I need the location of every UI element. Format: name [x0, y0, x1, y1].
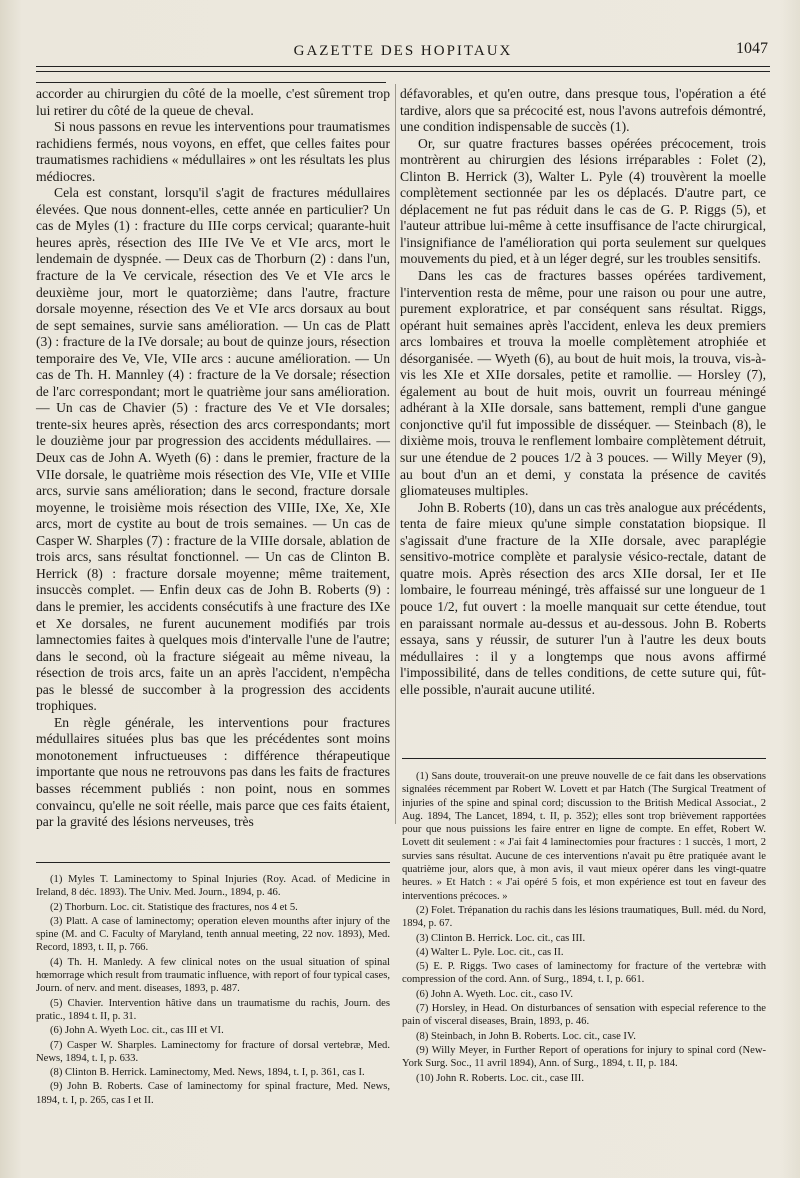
footnote: (8) Steinbach, in John B. Roberts. Loc. cit., case IV.: [416, 1030, 636, 1042]
footnote: (8) Clinton B. Herrick. Laminectomy, Med. News, 1894, t. I, p. 361, cas I.: [50, 1067, 365, 1079]
paragraph: défavorables, et qu'en outre, dans presque tous, l'opération a été tardive, alors que sa précocité est, nous l'avons autrefois démontré, une condition indispensable de succès (1).: [400, 86, 766, 135]
paragraph: Or, sur quatre fractures basses opérées précocement, trois montrèrent au chirurgien des lésions irréparables : Folet (2), Clinton B. Herrick (3), Walter L. Pyle (4) trouvèrent la moelle complètement sectionnée par les os déplacés. D'autre part, ce déplacement ne fut pas réduit dans le cas de G. P. Riggs (5), et l'auteur attribue lui-même à cette insuffisance de l'acte chirurgical, l'insignifiance de l'amélioration qui porta seulement sur quelques mouvements du pied, et à un léger degré, sur les troubles sensitifs.: [400, 135, 766, 267]
footnote: (6) John A. Wyeth Loc. cit., cas III et VI.: [50, 1025, 224, 1037]
footnote: (4) Walter L. Pyle. Loc. cit., cas II.: [416, 946, 564, 958]
footnote: (1) Sans doute, trouverait-on une preuve nouvelle de ce fait dans les observations signalées récemment par Robert W. Lovett et par Hatch (The Surgical Treatment of injuries of the spine and spinal cord; discussion to the British Medical Associat., 2 Aug. 1894, The Lancet, 1894, t. II, p. 352); elles sont trop brièvement rapportées pour que nous puissions les faire entrer en ligne de compte. En effet, Robert W. Lovett dit seulement : « J'ai fait 4 laminectomies pour fractures : 1 succès, 1 mort, 2 survies sans résultat. Aucune de ces interventions n'avait pu être pratiquée avant le quatrième jour, alors que, à mon avis, il vaut mieux opérer dans les vingt-quatre heures. » Et Hatch : « J'ai opéré 5 fois, et mon expérience est tout en faveur des interventions précoces. »: [402, 771, 766, 902]
page-number: 1047: [736, 40, 768, 57]
paragraph: En règle générale, les interventions pour fractures médullaires situées plus bas que les précédentes sont moins monotonement infructueuses : différence thérapeutique importante que nous ne retrouvons pas dans les faits de fractures basses récemment publiés : non point, nous en sommes convaincu, qu'elle ne soit réelle, mais parce que ces faits étaient, par la gravité des lésions nerveuses, très: [36, 714, 390, 830]
footnote-rule: [36, 862, 390, 863]
footnote: (9) John B. Roberts. Case of laminectomy for spinal fracture, Med. News, 1894, t. I, p. 265, cas I et II.: [36, 1081, 390, 1106]
footnote: (2) Thorburn. Loc. cit. Statistique des fractures, nos 4 et 5.: [50, 901, 298, 913]
paragraph: Si nous passons en revue les interventions pour traumatismes rachidiens fermés, nous voyons, en effet, que celles faites pour traumatismes rachidiens « médullaires » ont les résultats les plus médiocres.: [36, 119, 390, 184]
footnotes-right: [402, 770, 766, 1086]
footnote: (4) Th. H. Manledy. A few clinical notes on the usual situation of spinal hœmorrage which result from traumatic influence, with report of four typical cases, Journ. of nerv. and ment. diseases, 1893, p. 487.: [36, 956, 390, 995]
paragraph: Cela est constant, lorsqu'il s'agit de fractures médullaires élevées. Que nous donnent-elles, cette année en particulier? Un cas de Myles (1) : fracture du IIIe corps cervical; quarante-huit heures après, résection des IIIe IVe Ve et VIe arcs, mort le lendemain de dyspnée. — Deux cas de Thorburn (2) : dans l'un, fracture de la Ve cervicale, résection des Ve et VIe arcs le deuxième jour, mort le quatorzième; dans l'autre, fracture dorsale moyenne, résection des Ve et VIe arcs dorsaux au bout de sept semaines, survie sans amélioration. — Un cas de Platt (3) : fracture de la IVe dorsale; au bout de quinze jours, résection temporaire des Ve, VIe, VIIe arcs : aucune amélioration. — Un cas de Th. H. Mannley (4) : fracture de la Ve dorsale; résection de l'arc correspondant; mort le quatrième jour sans amélioration. — Un cas de Chavier (5) : fracture des Ve et VIe dorsales; trente-six heures après, résection des arcs correspondants; mort le douzième jour par progression des accidents médullaires. — Deux cas de John A. Wyeth (6) : dans le premier, fracture de la VIIe dorsale, le quatrième mois résection des VIe, VIIe et VIIIe arcs, survie sans amélioration; dans le second, fracture dorsale moyenne, le troisième mois résection des VIIIe, IXe, Xe, XIe arcs, mort de cystite au bout de trois semaines. — Un cas de Casper W. Sharples (7) : fracture de la VIIIe dorsale, ablation de trois arcs, sans résultat fonctionnel. — Un cas de Clinton B. Herrick (8) : fracture dorsale moyenne; même traitement, insuccès complet. — Enfin deux cas de John B. Roberts (9) : dans le premier, les accidents consécutifs à une fracture des IXe et Xe dorsales, ne furent aucunement modifiés par trois lamnectomies faites à quelques mois d'intervalle l'une de l'autre; dans le second, où la fracture siégeait au même niveau, la résection de trois arcs, faite un an après l'accident, n'empêcha pas le blessé de succomber à la progression des accidents trophiques.: [36, 185, 390, 714]
column-top-rule: [36, 82, 386, 83]
left-column: [36, 86, 390, 831]
journal-title: GAZETTE DES HOPITAUX: [293, 43, 513, 59]
footnote: (2) Folet. Trépanation du rachis dans les lésions traumatiques, Bull. méd. du Nord, 1894, p. 67.: [402, 904, 766, 930]
footnote: (9) Willy Meyer, in Further Report of operations for injury to spinal cord (New-York Surg. Soc., 11 avril 1894), Ann. of Surg., 1894, t. II, p. 184.: [402, 1044, 766, 1070]
footnote-rule: [402, 758, 766, 759]
footnote: (10) John R. Roberts. Loc. cit., case III.: [416, 1072, 584, 1084]
footnotes-left: [36, 873, 390, 1108]
paragraph: accorder au chirurgien du côté de la moelle, c'est sûrement trop lui retirer du côté de la queue de cheval.: [36, 86, 390, 118]
footnote: (7) Casper W. Sharples. Laminectomy for fracture of dorsal vertebræ, Med. News, 1894, t. I, p. 633.: [36, 1039, 390, 1064]
footnote: (3) Clinton B. Herrick. Loc. cit., cas III.: [416, 932, 586, 944]
footnote: (6) John A. Wyeth. Loc. cit., caso IV.: [416, 988, 573, 1000]
page-header: [36, 40, 770, 62]
paragraph: Dans les cas de fractures basses opérées tardivement, l'intervention resta de même, pour une raison ou pour une autre, purement exploratrice, et par conséquent sans résultat. Riggs, opérant huit semaines après l'accident, enleva les deux premiers arcs lombaires et trouva la moelle complètement atrophiée et désorganisée. — Wyeth (6), au bout de huit mois, la trouva, vis-à-vis les XIe et XIIe dorsales, petite et ramollie. — Horsley (7), également au bout de huit mois, ouvrit un fourreau méningé adhérant à la XIIe dorsale, sans battement, rempli d'une gangue conjonctive qu'il fut impossible de disséquer. — Steinbach (8), le dixième mois, trouva le renflement lombaire complètement détruit, sur une étendue de 2 pouces 1/2 à 3 pouces. — Willy Meyer (9), au bout d'un an et demi, y constata la présence de cavités gliomateuses multiples.: [400, 268, 766, 499]
column-divider: [395, 84, 396, 824]
footnote: (7) Horsley, in Head. On disturbances of sensation with especial reference to the pain of visceral diseases, Brain, 1893, p. 46.: [402, 1003, 766, 1028]
footnote: (3) Platt. A case of laminectomy; operation eleven mounths after injury of the spine (M. and C. Faculty of Maryland, tenth annual meeting, 22 nov. 1893), Med. Record, 1893, t. II, p. 766.: [36, 915, 390, 954]
header-rule: [36, 66, 770, 72]
paragraph: John B. Roberts (10), dans un cas très analogue aux précédents, tenta de faire mieux qu'une simple constatation biopsique. Il s'agissait d'une fracture de la XIIe dorsale, avec paraplégie sensitivo-motrice complète et paralysie vésico-rectale, datant de quatre mois. Après résection des arcs XIIe dorsal, Ier et IIe lombaire, le fourreau méningé, très affaissé sur une longueur de 1 pouce 1/2, fut ouvert : la moelle manquait sur cette étendue, tout en paraissant normale au-dessus et au-dessous. John B. Roberts essaya, sans y réussir, de suturer l'un à l'autre les deux bouts médullaires : il y a longtemps que nous avons affirmé l'impossibilité, dans de telles conditions, de cette suture qui, fût-elle possible, n'aurait aucune utilité.: [400, 499, 766, 697]
right-column: [400, 86, 766, 698]
footnote: (1) Myles T. Laminectomy to Spinal Injuries (Roy. Acad. of Medicine in Ireland, 8 déc. 1893). The Univ. Med. Journ., 1894, p. 46.: [36, 874, 390, 899]
footnote: (5) Chavier. Intervention hâtive dans un traumatisme du rachis, Journ. des pratic., 1894 t. II, p. 31.: [36, 997, 390, 1022]
footnote: (5) E. P. Riggs. Two cases of laminectomy for fracture of the vertebræ with compression of the cord. Ann. of Surg., 1894, t. I, p. 661.: [402, 961, 766, 986]
